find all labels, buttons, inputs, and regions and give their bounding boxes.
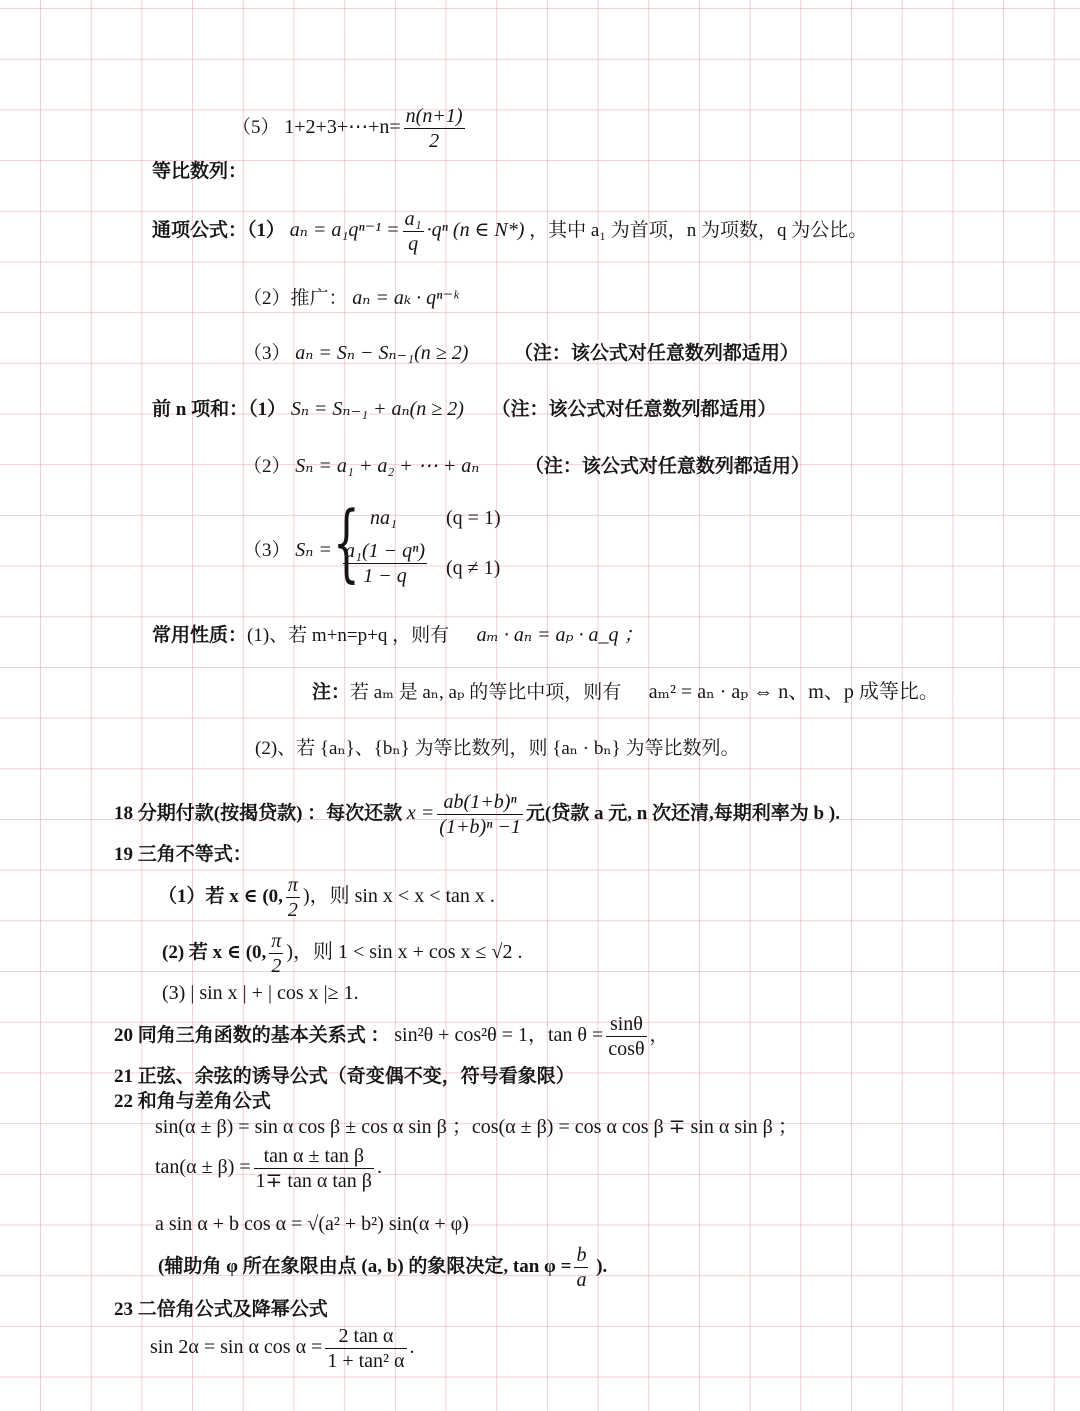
tan-sum-numerator: tan α ± tan β: [254, 1144, 374, 1169]
formula-5-denominator: 2: [429, 130, 440, 152]
tan-sum-denominator: 1∓ tan α tan β: [255, 1170, 372, 1192]
case-1-expr: na₁: [370, 507, 397, 529]
tan-sum-fraction: [254, 1144, 374, 1193]
aux-angle-text: (辅助角 φ 所在象限由点 (a, b) 的象限决定, tan φ =: [158, 1255, 572, 1277]
case-2-numerator: a₁(1 − qⁿ): [345, 540, 426, 562]
general-3-note: （注：该公式对任意数列都适用）: [513, 343, 799, 364]
case-2-denominator: 1 − q: [363, 565, 407, 587]
section-20-tail: ，: [649, 1024, 669, 1046]
section-18-fraction: [437, 790, 523, 839]
general-term-line: [152, 207, 867, 256]
general-term-note: ，其中 a₁ 为首项，n 为项数，q 为公比。: [529, 219, 868, 241]
sum-3-case2-cond: (q ≠ 1): [446, 557, 501, 579]
section-20-eq: sin²θ + cos²θ = 1，tan θ =: [394, 1023, 604, 1046]
section-22-line-4: [158, 1243, 607, 1292]
section-18-x: x =: [406, 801, 435, 824]
formula-5-fraction: [404, 104, 465, 153]
sum-1-line: [152, 397, 776, 422]
section-20-numerator: sinθ: [606, 1012, 646, 1037]
note-text-a: 若 aₘ 是 aₙ, aₚ 的等比中项，则有: [350, 682, 622, 703]
section-18-line: [114, 790, 840, 839]
double-angle-denominator: 1 + tan² α: [327, 1350, 405, 1372]
aux-angle-numerator: b: [576, 1244, 587, 1266]
item-1-a: （1）若 x ∈ (0,: [158, 885, 283, 907]
tan-sum-end: .: [376, 1155, 382, 1178]
double-angle-lhs: sin 2α = sin α cos α =: [150, 1335, 323, 1358]
general-3-eq: aₙ = Sₙ − Sₙ₋₁(n ≥ 2): [295, 342, 469, 364]
two-denominator-2: 2: [271, 955, 282, 977]
section-23-line: [150, 1324, 415, 1373]
aux-angle-fraction: [574, 1243, 588, 1292]
sum-3-lhs: Sₙ =: [295, 539, 332, 561]
sum-label: 前 n 项和：（1）: [152, 399, 287, 420]
general-term-numerator: a₁: [404, 208, 422, 230]
general-term-eq: aₙ = a₁qⁿ⁻¹ =: [289, 218, 400, 241]
sum-3-case1-cond: (q = 1): [446, 507, 501, 529]
formula-5-lhs: 1+2+3+⋯+n=: [284, 115, 401, 138]
aux-angle-denominator: a: [576, 1269, 587, 1291]
two-denominator: 2: [287, 899, 298, 921]
section-18-numerator: ab(1+b)ⁿ: [437, 790, 523, 815]
section-22-tan-line: [155, 1144, 382, 1193]
tan-sum-lhs: tan(α ± β) =: [155, 1155, 251, 1178]
general-term-denominator: q: [408, 233, 419, 255]
section-22-line-1: sin(α ± β) = sin α cos β ± cos α sin β ；cos(α ± β) = cos α cos β ∓ sin α sin β ；: [155, 1116, 798, 1138]
property-note-line: [312, 680, 939, 705]
section-19-item-2: [162, 929, 523, 978]
case-2-fraction: [343, 539, 427, 588]
geometric-sequence-title: 等比数列：: [152, 161, 248, 182]
sum-2-eq: Sₙ = a₁ + a₂ + ⋯ + aₙ: [295, 455, 480, 477]
item-2-b: )，则 1 < sin x + cos x ≤ √2 .: [286, 940, 523, 963]
sum-1-eq: Sₙ = Sₙ₋₁ + aₙ(n ≥ 2): [290, 398, 464, 420]
sum-2-note: （注：该公式对任意数列都适用）: [524, 456, 810, 477]
double-angle-end: .: [409, 1335, 415, 1358]
section-18-tail: 元(贷款 a 元, n 次还清,每期利率为 b ).: [525, 802, 840, 824]
note-label: 注：: [312, 682, 351, 703]
pi-numerator-2: π: [271, 930, 282, 952]
section-21-line: 21 正弦、余弦的诱导公式（奇变偶不变，符号看象限）: [114, 1066, 575, 1087]
sum-1-note: （注：该公式对任意数列都适用）: [491, 399, 777, 420]
pi-over-2-fraction: [286, 873, 300, 922]
formula-5: [232, 104, 468, 153]
section-19-item-3: (3) | sin x | + | cos x |≥ 1.: [162, 982, 359, 1004]
property-1-eq: aₘ · aₙ = aₚ · a_q ；: [476, 624, 644, 646]
section-19-head: 19 三角不等式：: [114, 844, 252, 865]
general-3-line: [243, 341, 799, 366]
general-term-tail: ·qⁿ (n ∈ N*): [426, 218, 525, 241]
section-22-head: 22 和角与差角公式: [114, 1091, 271, 1112]
item-1-b: )，则 sin x < x < tan x .: [302, 884, 495, 907]
section-18-head: 18 分期付款(按揭贷款) ：每次还款: [114, 802, 403, 824]
left-brace-icon: {: [333, 493, 360, 591]
aux-angle-end: ).: [591, 1255, 608, 1277]
double-angle-numerator: 2 tan α: [325, 1324, 406, 1349]
property-label: 常用性质：: [152, 625, 248, 646]
section-20-head: 20 同角三角函数的基本关系式 ：: [114, 1024, 390, 1046]
property-2-line: (2)、若 {aₙ}、{bₙ} 为等比数列，则 {aₙ · bₙ} 为等比数列。: [255, 738, 740, 759]
extension-label: （2）推广：: [243, 288, 348, 309]
extension-line: [243, 286, 459, 311]
sum-2-label: （2）: [243, 456, 291, 477]
double-angle-fraction: [325, 1324, 406, 1373]
note-text-b: aₘ² = aₙ · aₚ ⇔ n、m、p 成等比。: [648, 681, 939, 703]
sum-3-label: （3）: [243, 540, 291, 561]
general-3-label: （3）: [243, 343, 291, 364]
pi-numerator: π: [287, 874, 298, 896]
section-18-denominator: (1+b)ⁿ −1: [439, 816, 521, 838]
general-term-label: 通项公式：（1）: [152, 219, 286, 241]
sum-3-case1: [370, 506, 397, 530]
section-22-line-3: a sin α + b cos α = √(a² + b²) sin(α + φ): [155, 1213, 469, 1235]
extension-eq: aₙ = aₖ · qⁿ⁻ᵏ: [352, 287, 459, 309]
sum-3-case2: [340, 539, 430, 588]
section-20-fraction: [606, 1012, 646, 1061]
sum-3-label-line: [243, 538, 332, 563]
general-term-fraction: [403, 207, 424, 256]
section-23-head: 23 二倍角公式及降幂公式: [114, 1299, 328, 1320]
sum-2-line: [243, 454, 810, 479]
pi-over-2-fraction-2: [269, 929, 283, 978]
formula-5-numerator: n(n+1): [405, 105, 463, 127]
item-2-a: (2) 若 x ∈ (0,: [162, 941, 267, 963]
section-20-line: [114, 1012, 669, 1061]
property-1-text: (1)、若 m+n=p+q ，则有: [247, 625, 450, 646]
property-1-line: [152, 623, 643, 648]
section-20-denominator: cosθ: [608, 1038, 645, 1060]
section-19-item-1: [158, 873, 495, 922]
formula-5-label: （5）: [232, 116, 280, 138]
